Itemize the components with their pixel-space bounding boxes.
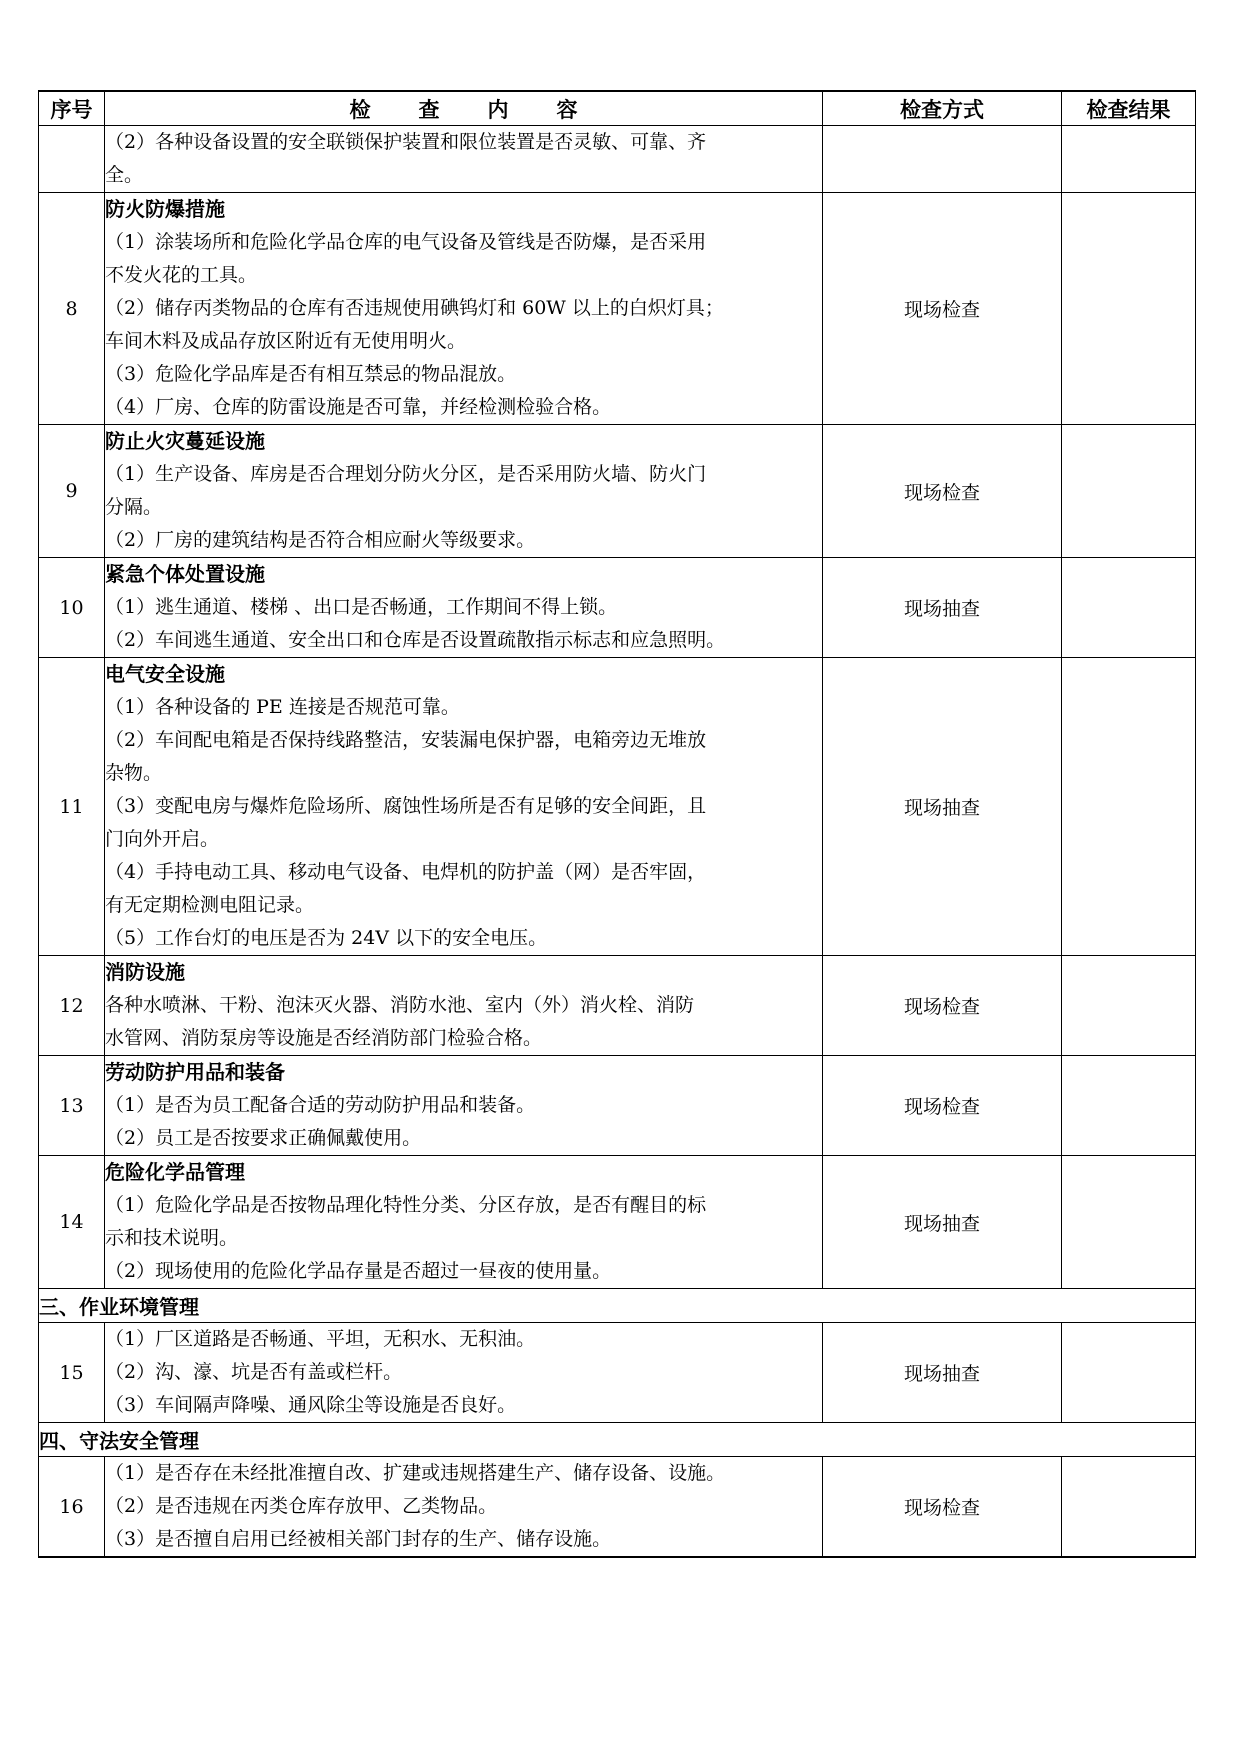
table-row [39,425,1196,558]
inspection-content-cell [105,1323,823,1423]
inspection-result-cell[interactable] [1062,1323,1196,1423]
content-line: 各种水喷淋、干粉、泡沫灭火器、消防水池、室内（外）消火栓、消防 [105,994,695,1016]
content-line: （3）是否擅自启用已经被相关部门封存的生产、储存设施。 [105,1528,612,1550]
table-row [39,1156,1196,1289]
content-line: 全。 [105,164,144,186]
content-line: （1）各种设备的 PE 连接是否规范可靠。 [105,696,460,718]
content-line: 示和技术说明。 [105,1227,239,1249]
inspection-table [38,90,1196,1558]
inspection-content-cell [105,425,823,558]
inspection-content-cell [105,658,823,956]
content-line: （3）危险化学品库是否有相互禁忌的物品混放。 [105,363,517,385]
serial-number-cell: 15 [39,1323,105,1423]
inspection-content-cell [105,956,823,1056]
table-body [39,126,1196,1558]
table-row [39,956,1196,1056]
inspection-method-cell: 现场抽查 [823,558,1062,658]
content-line: 有无定期检测电阻记录。 [105,894,315,916]
item-title: 紧急个体处置设施 [105,562,265,586]
table-row [39,193,1196,425]
item-title: 防火防爆措施 [105,197,225,221]
inspection-method-cell: 现场抽查 [823,658,1062,956]
content-line: （1）是否存在未经批准擅自改、扩建或违规搭建生产、储存设备、设施。 [105,1462,726,1484]
content-line: 杂物。 [105,762,163,784]
content-line: （2）车间配电箱是否保持线路整洁，安装漏电保护器，电箱旁边无堆放 [105,729,707,751]
content-line: （2）是否违规在丙类仓库存放甲、乙类物品。 [105,1495,498,1517]
header-inspection-content-label: 检查内容 [349,97,626,122]
header-inspection-method: 检查方式 [823,91,1062,126]
table-row [39,1056,1196,1156]
serial-number-cell: 14 [39,1156,105,1289]
inspection-method-cell: 现场检查 [823,193,1062,425]
inspection-content-cell [105,1156,823,1289]
inspection-result-cell[interactable] [1062,558,1196,658]
inspection-content-cell [105,126,823,193]
content-line: （1）厂区道路是否畅通、平坦，无积水、无积油。 [105,1328,536,1350]
inspection-method-cell: 现场检查 [823,956,1062,1056]
content-line: 水管网、消防泵房等设施是否经消防部门检验合格。 [105,1027,543,1049]
inspection-content-cell [105,1056,823,1156]
item-title: 劳动防护用品和装备 [105,1060,285,1084]
serial-number-cell: 12 [39,956,105,1056]
table-row [39,658,1196,956]
inspection-method-cell: 现场检查 [823,1457,1062,1558]
content-line: 不发火花的工具。 [105,264,258,286]
content-line: （2）员工是否按要求正确佩戴使用。 [105,1127,422,1149]
content-line: （1）是否为员工配备合适的劳动防护用品和装备。 [105,1094,536,1116]
serial-number-cell: 13 [39,1056,105,1156]
item-title: 消防设施 [105,960,185,984]
content-line: （1）危险化学品是否按物品理化特性分类、分区存放，是否有醒目的标 [105,1194,707,1216]
content-line: （2）储存丙类物品的仓库有否违规使用碘钨灯和 60W 以上的白炽灯具； [105,297,724,319]
content-line: （1）涂装场所和危险化学品仓库的电气设备及管线是否防爆，是否采用 [105,231,707,253]
content-line: （5）工作台灯的电压是否为 24V 以下的安全电压。 [105,927,548,949]
content-line: （2）现场使用的危险化学品存量是否超过一昼夜的使用量。 [105,1260,612,1282]
header-inspection-content [105,91,823,126]
inspection-content-cell [105,1457,823,1558]
content-line: （3）车间隔声降噪、通风除尘等设施是否良好。 [105,1394,517,1416]
serial-number-cell: 10 [39,558,105,658]
inspection-result-cell[interactable] [1062,658,1196,956]
content-line: （1）生产设备、库房是否合理划分防火分区，是否采用防火墙、防火门 [105,463,707,485]
inspection-content-cell [105,558,823,658]
inspection-method-cell: 现场检查 [823,425,1062,558]
serial-number-cell [39,126,105,193]
inspection-result-cell[interactable] [1062,425,1196,558]
content-line: 分隔。 [105,496,163,518]
table-header-row [39,91,1196,126]
inspection-method-cell: 现场检查 [823,1056,1062,1156]
table-row [39,1457,1196,1558]
section-title: 三、作业环境管理 [39,1289,1196,1323]
table-row [39,558,1196,658]
content-line: （2）车间逃生通道、安全出口和仓库是否设置疏散指示标志和应急照明。 [105,629,726,651]
item-title: 电气安全设施 [105,662,225,686]
inspection-result-cell[interactable] [1062,193,1196,425]
header-serial-number: 序号 [39,91,105,126]
header-inspection-result: 检查结果 [1062,91,1196,126]
content-line: （2）各种设备设置的安全联锁保护装置和限位装置是否灵敏、可靠、齐 [105,131,707,153]
section-title: 四、守法安全管理 [39,1423,1196,1457]
serial-number-cell: 16 [39,1457,105,1558]
inspection-result-cell[interactable] [1062,1156,1196,1289]
item-title: 防止火灾蔓延设施 [105,429,265,453]
item-title: 危险化学品管理 [105,1160,245,1184]
table-row [39,126,1196,193]
inspection-result-cell[interactable] [1062,126,1196,193]
content-line: 车间木料及成品存放区附近有无使用明火。 [105,330,467,352]
inspection-result-cell[interactable] [1062,1457,1196,1558]
inspection-content-cell [105,193,823,425]
inspection-method-cell: 现场抽查 [823,1156,1062,1289]
content-line: （2）厂房的建筑结构是否符合相应耐火等级要求。 [105,529,536,551]
inspection-method-cell: 现场抽查 [823,1323,1062,1423]
serial-number-cell: 8 [39,193,105,425]
inspection-method-cell [823,126,1062,193]
serial-number-cell: 9 [39,425,105,558]
content-line: （4）厂房、仓库的防雷设施是否可靠，并经检测检验合格。 [105,396,612,418]
content-line: （3）变配电房与爆炸危险场所、腐蚀性场所是否有足够的安全间距，且 [105,795,707,817]
inspection-result-cell[interactable] [1062,956,1196,1056]
content-line: （4）手持电动工具、移动电气设备、电焊机的防护盖（网）是否牢固， [105,861,707,883]
content-line: （2）沟、濠、坑是否有盖或栏杆。 [105,1361,403,1383]
section-header-row [39,1423,1196,1457]
table-row [39,1323,1196,1423]
serial-number-cell: 11 [39,658,105,956]
inspection-result-cell[interactable] [1062,1056,1196,1156]
section-header-row [39,1289,1196,1323]
content-line: （1）逃生通道、楼梯 、出口是否畅通，工作期间不得上锁。 [105,596,618,618]
content-line: 门向外开启。 [105,828,220,850]
